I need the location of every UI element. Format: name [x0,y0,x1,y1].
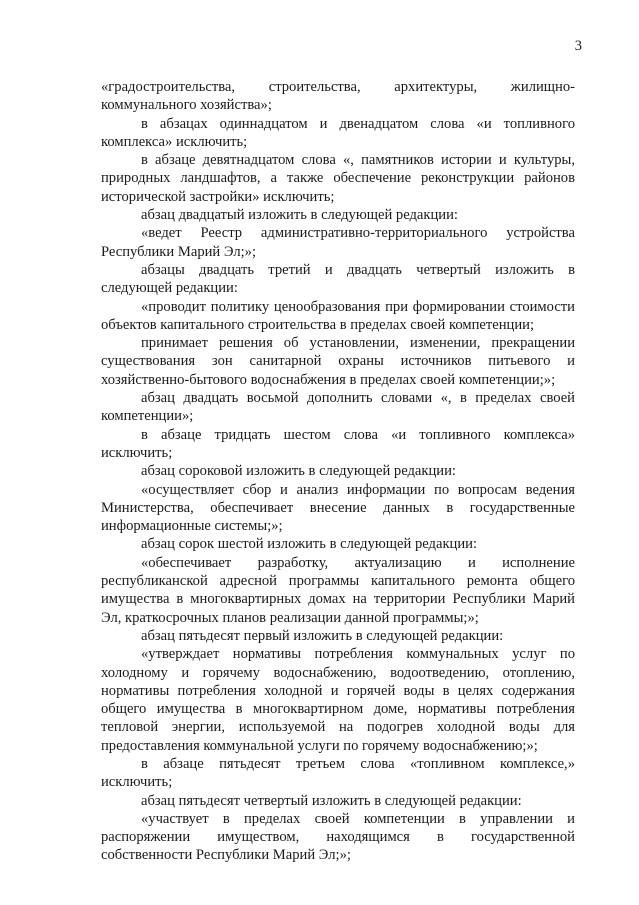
paragraph: абзац двадцать восьмой дополнить словами «, в пределах своей компетенции»; [101,390,575,425]
paragraph: «ведет Реестр административно-территориального устройства Республики Марий Эл;»; [101,225,575,260]
paragraph: «проводит политику ценообразования при формировании стоимости объектов капитального строительства в пределах своей компетенции; [101,298,575,333]
paragraph: «осуществляет сбор и анализ информации по вопросам ведения Министерства, обеспечивает внесение данных в государственные информационные системы;»; [101,481,575,535]
paragraph: абзац пятьдесят первый изложить в следующей редакции: [141,627,504,644]
paragraph: в абзацах одиннадцатом и двенадцатом слова «и топливного комплекса» исключить; [101,115,575,150]
page-number: 3 [574,38,582,54]
paragraph: абзацы двадцать третий и двадцать четвертый изложить в следующей редакции: [101,261,575,297]
paragraph: «градостроительства, строительства, архитектуры, жилищно-коммунального хозяйства»; [101,79,575,114]
paragraph: абзац сорок шестой изложить в следующей редакции: [141,536,478,553]
paragraph: в абзаце пятьдесят третьем слова «топливном комплексе,» исключить; [101,755,575,791]
paragraph: «участвует в пределах своей компетенции в управлении и распоряжении имуществом, находящимся в государственной собственности Республики Марий Эл;»; [101,810,575,864]
paragraph: в абзаце девятнадцатом слова «, памятников истории и культуры, природных ландшафтов, а также обеспечение реконструкции районов исторической застройки» исключить; [101,152,575,205]
paragraph: «утверждает нормативы потребления коммунальных услуг по холодному и горячему водоснабжению, водоотведению, отоплению, нормативы потребления холодной и горячей воды в целях содержания общего имущества в многоквартирном доме, нормативы потребления тепловой энергии, используемой на подогрев холодной воды для предоставления коммунальной услуги по горячему водоснабжению;»; [101,646,575,754]
paragraph: абзац сороковой изложить в следующей редакции: [141,463,456,480]
paragraph: «обеспечивает разработку, актуализацию и исполнение республиканской адресной программы капитального ремонта общего имущества в многоквартирных домах на территории Республики Марий Эл, краткосрочных планов реализации данной программы;»; [101,554,575,626]
paragraph: в абзаце тридцать шестом слова «и топливного комплекса» исключить; [101,426,575,461]
paragraph: принимает решения об установлении, изменении, прекращении существования зон санитарной охраны источников питьевого и хозяйственно-бытового водоснабжения в пределах своей компетенции;»; [101,335,575,388]
paragraph: абзац двадцатый изложить в следующей редакции: [141,207,458,224]
document-body [101,78,575,865]
paragraph: абзац пятьдесят четвертый изложить в следующей редакции: [141,792,522,809]
